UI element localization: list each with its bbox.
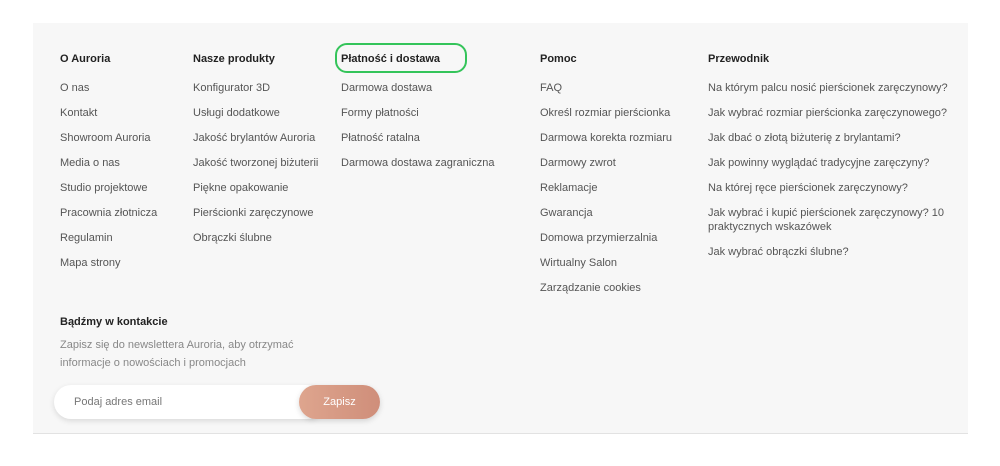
link-contact[interactable]: Kontakt xyxy=(60,107,98,119)
link-guide-traditional[interactable]: Jak powinny wyglądać tradycyjne zaręczyny? xyxy=(708,157,930,169)
footer-column-payment xyxy=(341,52,494,181)
link-engagement-rings[interactable]: Pierścionki zaręczynowe xyxy=(193,207,314,219)
column-heading-guide: Przewodnik xyxy=(708,53,770,65)
link-extra-services[interactable]: Usługi dodatkowe xyxy=(193,107,280,119)
column-heading-products: Nasze produkty xyxy=(193,53,275,65)
link-payment-methods[interactable]: Formy płatności xyxy=(341,107,419,119)
column-heading-about: O Auroria xyxy=(60,53,111,65)
link-virtual-salon[interactable]: Wirtualny Salon xyxy=(540,257,618,269)
column-heading-help: Pomoc xyxy=(540,53,577,65)
link-list-payment xyxy=(341,81,494,170)
link-guide-finger[interactable]: Na którym palcu nosić pierścionek zaręczynowy? xyxy=(708,82,948,94)
link-list-about xyxy=(60,81,157,270)
link-free-return[interactable]: Darmowy zwrot xyxy=(540,157,616,169)
newsletter-form xyxy=(54,385,360,419)
link-design-studio[interactable]: Studio projektowe xyxy=(60,182,148,194)
link-sitemap[interactable]: Mapa strony xyxy=(60,257,121,269)
link-diamond-quality[interactable]: Jakość brylantów Auroria xyxy=(193,132,316,144)
link-free-delivery[interactable]: Darmowa dostawa xyxy=(341,82,433,94)
link-cookies[interactable]: Zarządzanie cookies xyxy=(540,282,641,294)
newsletter-description: Zapisz się do newslettera Auroria, aby otrzymać informacje o nowościach i promocjach xyxy=(60,339,294,369)
link-complaints[interactable]: Reklamacje xyxy=(540,182,598,194)
link-free-intl-delivery[interactable]: Darmowa dostawa zagraniczna xyxy=(341,157,495,169)
footer-column-products xyxy=(193,52,318,256)
link-list-guide xyxy=(708,81,958,259)
link-list-products xyxy=(193,81,318,245)
footer-column-guide xyxy=(708,52,958,270)
link-faq[interactable]: FAQ xyxy=(540,82,563,94)
column-heading-payment: Płatność i dostawa xyxy=(341,53,441,65)
link-terms[interactable]: Regulamin xyxy=(60,232,113,244)
link-guide-wedding-bands[interactable]: Jak wybrać obrączki ślubne? xyxy=(708,246,849,258)
link-installments[interactable]: Płatność ratalna xyxy=(341,132,420,144)
link-home-fitting[interactable]: Domowa przymierzalnia xyxy=(540,232,658,244)
link-about-us[interactable]: O nas xyxy=(60,82,90,94)
footer-column-help xyxy=(540,52,672,306)
link-wedding-bands[interactable]: Obrączki ślubne xyxy=(193,232,272,244)
footer-column-about xyxy=(60,52,157,281)
link-showroom[interactable]: Showroom Auroria xyxy=(60,132,151,144)
link-guide-hand[interactable]: Na której ręce pierścionek zaręczynowy? xyxy=(708,182,908,194)
site-footer xyxy=(33,23,968,434)
subscribe-button[interactable]: Zapisz xyxy=(299,385,380,419)
link-size-correction[interactable]: Darmowa korekta rozmiaru xyxy=(540,132,673,144)
link-ring-size[interactable]: Określ rozmiar pierścionka xyxy=(540,107,671,119)
newsletter-section xyxy=(60,316,310,372)
link-list-help xyxy=(540,81,672,295)
link-media[interactable]: Media o nas xyxy=(60,157,120,169)
link-warranty[interactable]: Gwarancja xyxy=(540,207,593,219)
link-goldsmith[interactable]: Pracownia złotnicza xyxy=(60,207,158,219)
email-input[interactable] xyxy=(54,385,324,419)
link-packaging[interactable]: Piękne opakowanie xyxy=(193,182,289,194)
link-configurator[interactable]: Konfigurator 3D xyxy=(193,82,271,94)
link-guide-gold-care[interactable]: Jak dbać o złotą biżuterię z brylantami? xyxy=(708,132,901,144)
link-jewelry-quality[interactable]: Jakość tworzonej biżuterii xyxy=(193,157,319,169)
newsletter-heading: Bądźmy w kontakcie xyxy=(60,316,168,328)
link-guide-choose-buy[interactable]: Jak wybrać i kupić pierścionek zaręczynowy? 10 praktycznych wskazówek xyxy=(708,207,944,233)
link-guide-ring-size[interactable]: Jak wybrać rozmiar pierścionka zaręczynowego? xyxy=(708,107,948,119)
